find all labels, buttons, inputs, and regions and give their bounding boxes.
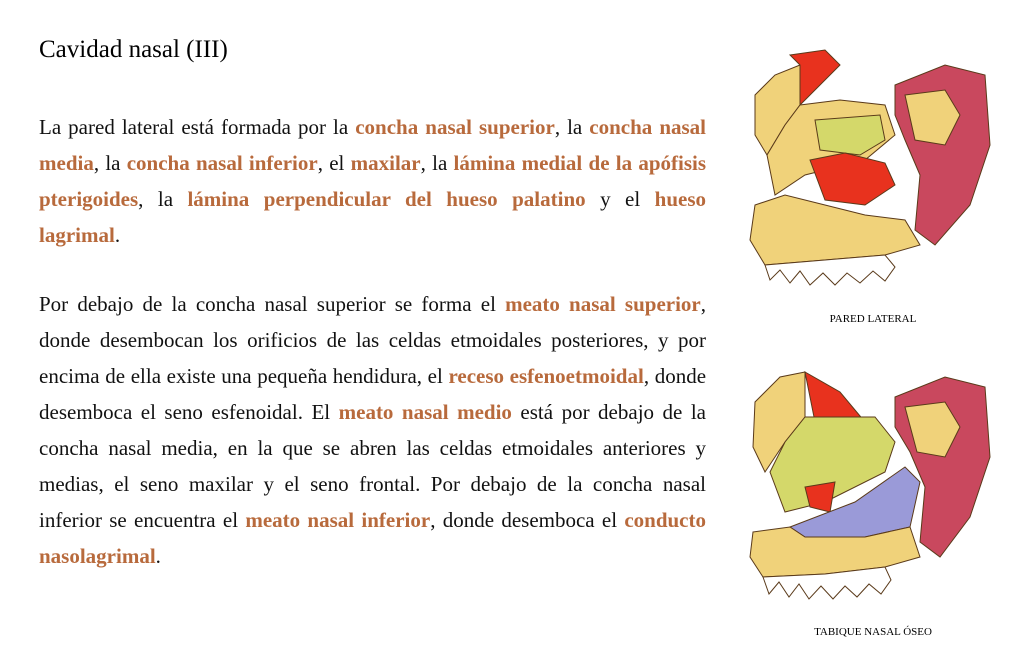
highlighted-term: lámina medial de la apófisis pterigoides [39, 151, 707, 211]
paragraph-text: . [114, 223, 121, 247]
paragraph-text: , el [317, 151, 351, 175]
paragraph-text: , donde desembocan los orificios de las celdas etmoidales posteriores, y por encima de ella existe una pequeña hendidura, el [39, 292, 706, 388]
paragraph-text: , la [554, 115, 590, 139]
paragraph-text: Por debajo de la concha nasal superior se forma el [39, 292, 506, 316]
paragraph-text: , la [420, 151, 454, 175]
highlighted-term: meato nasal superior [505, 292, 701, 316]
figure-caption-nasal-septum: TABIQUE NASAL ÓSEO [814, 626, 932, 638]
highlighted-term: hueso lagrimal [39, 187, 706, 247]
paragraph-meatus [39, 286, 706, 574]
page-title: Cavidad nasal (III) [39, 36, 228, 63]
highlighted-term: meato nasal inferior [245, 508, 431, 532]
highlighted-term: concha nasal inferior [126, 151, 318, 175]
paragraph-text: , donde desemboca el seno esfenoidal. El [39, 364, 707, 424]
paragraph-lateral-wall [39, 109, 706, 253]
paragraph-text: , la [93, 151, 127, 175]
lateral-wall-illustration [745, 45, 995, 290]
paragraph-text: , la [138, 187, 188, 211]
paragraph-text: La pared lateral está formada por la [39, 115, 356, 139]
highlighted-term: receso esfenoetmoidal [448, 364, 644, 388]
highlighted-term: concha nasal media [39, 115, 706, 175]
paragraph-text: está por debajo de la concha nasal media, en la que se abren las celdas etmoidales anteriores y medias, el seno maxilar y el seno frontal. Por debajo de la concha nasal inferior se encuentra el [39, 400, 706, 532]
highlighted-term: lámina perpendicular del hueso palatino [187, 187, 586, 211]
paragraph-text: , donde desemboca el [430, 508, 625, 532]
figure-caption-lateral-wall: PARED LATERAL [829, 313, 917, 325]
nasal-septum-illustration [745, 362, 995, 607]
paragraph-text: . [155, 544, 161, 568]
highlighted-term: concha nasal superior [355, 115, 555, 139]
highlighted-term: meato nasal medio [338, 400, 512, 424]
highlighted-term: maxilar [350, 151, 421, 175]
highlighted-term: conducto nasolagrimal [39, 508, 707, 568]
paragraph-text: y el [585, 187, 655, 211]
